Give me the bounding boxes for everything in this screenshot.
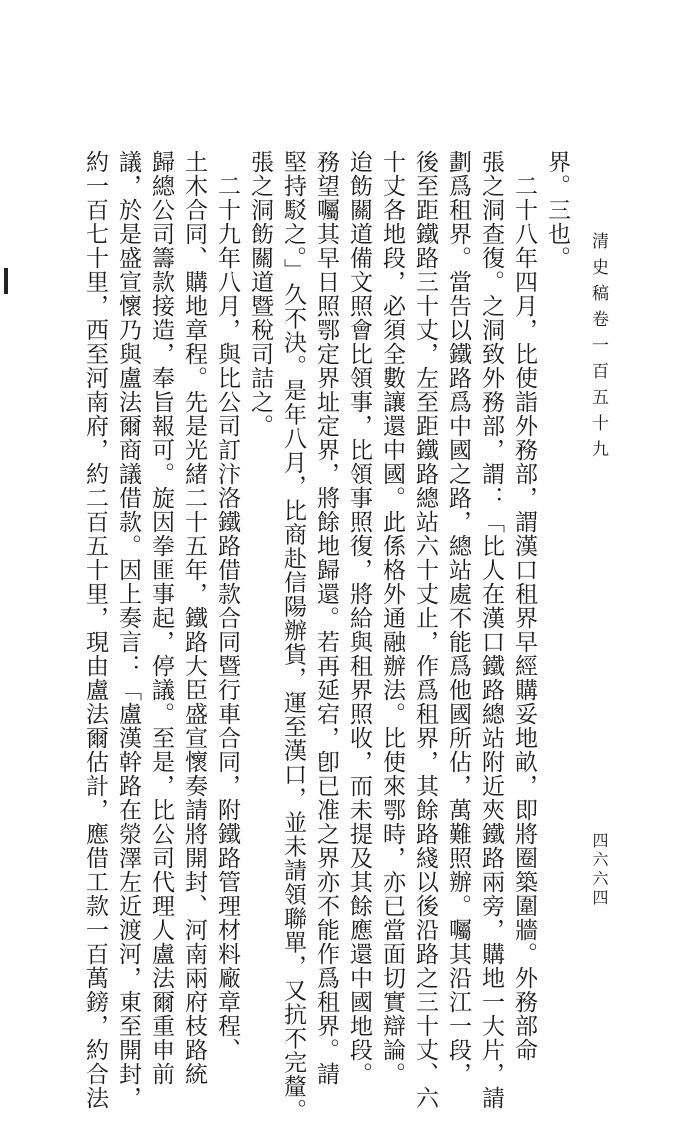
text-column: 張之洞查復。之洞致外務部，謂：「比人在漢口鐵路總站附近夾鐵路兩旁，購地一大片，請 — [478, 150, 504, 1110]
text-column: 界。三也。 — [544, 150, 570, 270]
text-column: 二十九年八月，與比公司訂汴洛鐵路借款合同暨行車合同，附鐵路管理材料廠章程、 — [214, 174, 240, 1062]
text-column: 約一百七十里，西至河南府，約二百五十里，現由盧法爾估計，應借工款一百萬鎊，約合法 — [82, 150, 108, 1110]
text-column: 劃爲租界。當告以鐵路爲中國之路，總站處不能爲他國所佔，萬難照辦。囑其沿江一段， — [445, 150, 471, 1086]
text-column: 張之洞飭關道暨稅司詰之。 — [247, 150, 273, 438]
text-column: 堅持駁之。」久不決。是年八月，比商赴信陽辦貨，運至漢口，並未請領聯單，又抗不完釐。 — [280, 150, 306, 1123]
text-column: 十丈各地段，必須全數讓還中國。此係格外通融辦法。比使來鄂時，亦已當面切實辯論。 — [379, 150, 405, 1086]
page-number: 四六六四 — [590, 832, 609, 908]
text-column: 議，於是盛宣懷乃與盧法爾商議借款。因上奏言：「盧漢幹路在滎澤左近渡河，東至開封， — [115, 150, 141, 1110]
text-column: 務望囑其早日照鄂定界址定界，將餘地歸還。若再延宕，卽已准之界亦不能作爲租界。請 — [313, 150, 339, 1086]
text-column: 二十八年四月，比使詣外務部，謂漢口租界早經購妥地畝，即將圈築圍牆。外務部命 — [511, 174, 537, 1062]
text-column: 迨飭關道備文照會比領事，比領事照復，將給與租界照收，而未提及其餘應還中國地段。 — [346, 150, 372, 1086]
binding-mark — [4, 268, 8, 294]
text-column: 土木合同、購地章程。先是光緒二十五年，鐵路大臣盛宣懷奏請將開封、河南兩府枝路統 — [181, 150, 207, 1086]
text-column: 歸總公司籌款接造，奉旨報可。旋因拳匪事起，停議。至是，比公司代理人盧法爾重申前 — [148, 150, 174, 1086]
book-title: 清史稿卷一百五十九 — [588, 232, 608, 466]
text-column: 後至距鐵路三十丈，左至距鐵路總站六十丈止，作爲租界，其餘路綫以後沿路之三十丈、六 — [412, 150, 438, 1110]
